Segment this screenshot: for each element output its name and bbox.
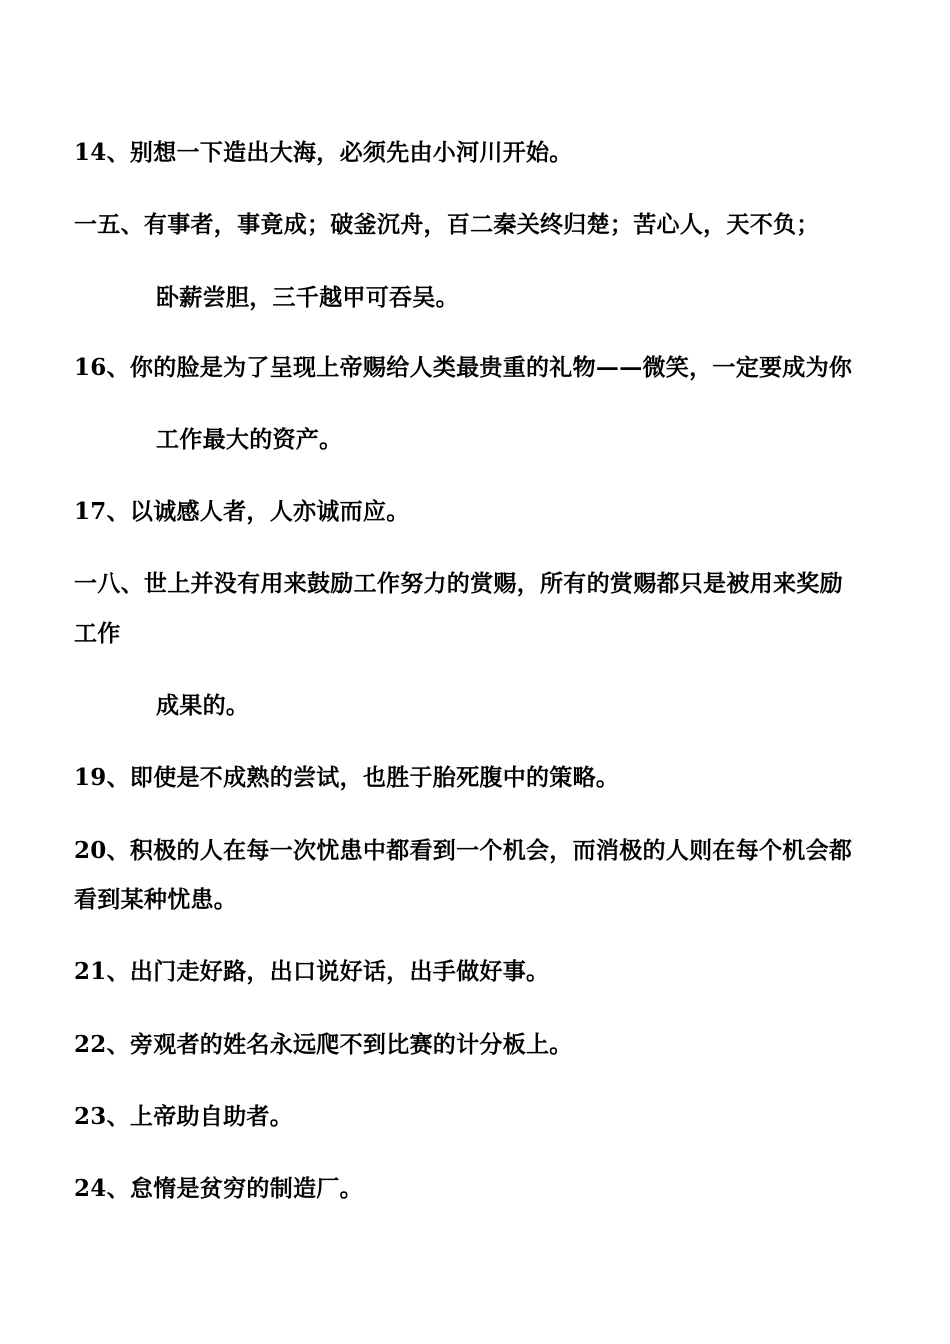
quote-14: 14、别想一下造出大海，必须先由小河川开始。: [74, 139, 573, 166]
quote-24: 24、怠惰是贫穷的制造厂。: [74, 1175, 363, 1202]
quote-18-line-2: 工作: [74, 620, 121, 647]
quote-16-line-1: 16、你的脸是为了呈现上帝赐给人类最贵重的礼物——微笑，一定要成为你: [74, 354, 853, 381]
quote-21: 21、出门走好路，出口说好话，出手做好事。: [74, 958, 550, 985]
quote-17: 17、以诚感人者，人亦诚而应。: [74, 498, 410, 525]
quote-19: 19、即使是不成熟的尝试，也胜于胎死腹中的策略。: [74, 764, 620, 791]
quote-15-line-1: 一五、有事者，事竟成；破釜沉舟，百二秦关终归楚；苦心人，天不负；: [74, 211, 820, 238]
quote-18-line-1: 一八、世上并没有用来鼓励工作努力的赏赐，所有的赏赐都只是被用来奖励: [74, 570, 843, 597]
quote-23: 23、上帝助自助者。: [74, 1103, 294, 1130]
quote-20-line-1: 20、积极的人在每一次忧患中都看到一个机会，而消极的人则在每个机会都: [74, 837, 853, 864]
quote-18-line-3: 成果的。: [156, 692, 250, 719]
quote-15-line-2: 卧薪尝胆，三千越甲可吞吴。: [156, 284, 459, 311]
quote-22: 22、旁观者的姓名永远爬不到比赛的计分板上。: [74, 1031, 573, 1058]
quote-16-line-2: 工作最大的资产。: [156, 426, 343, 453]
quote-20-line-2: 看到某种忧患。: [74, 886, 238, 913]
